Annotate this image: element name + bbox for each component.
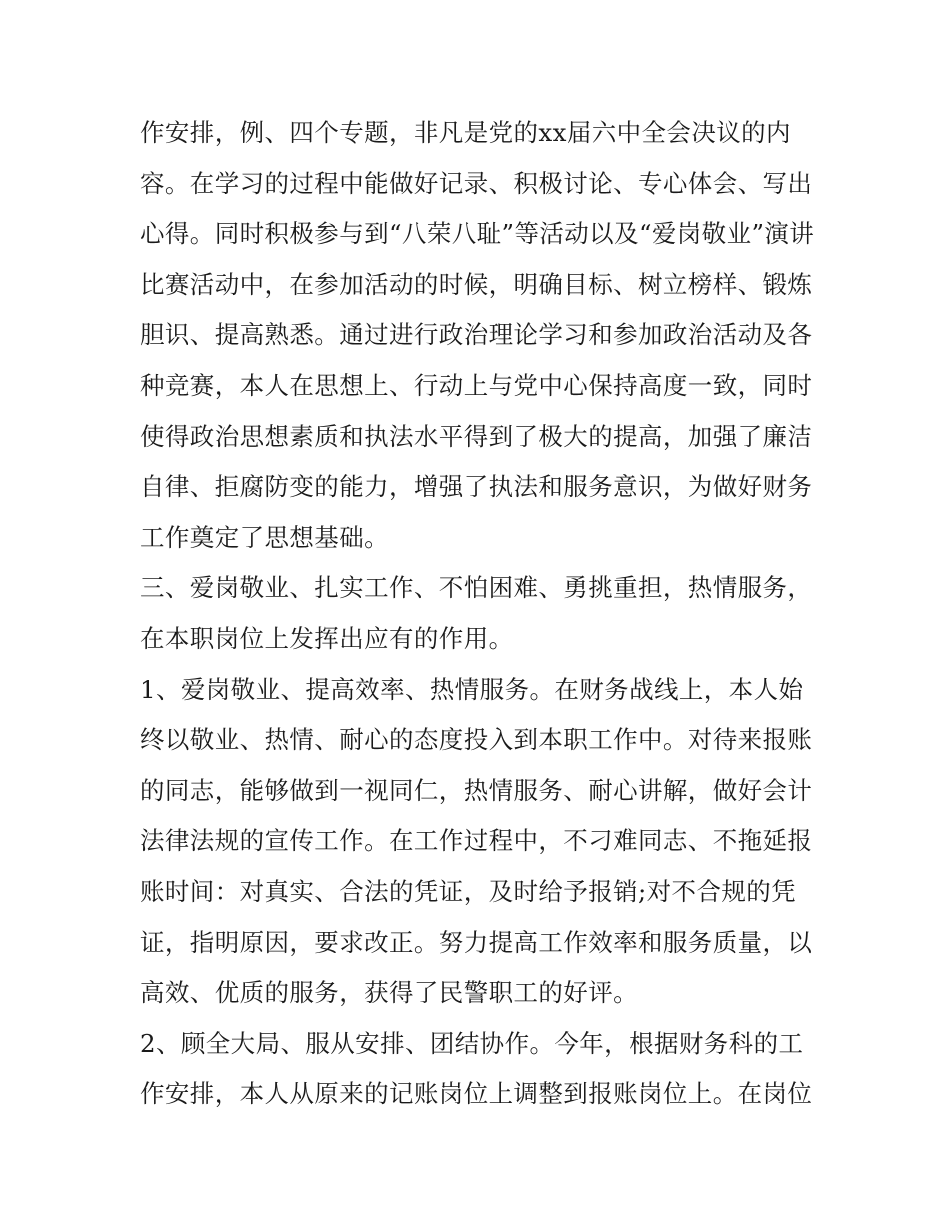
- text-line: 心得。同时积极参与到“八荣八耻”等活动以及“爱岗敬业”演讲: [140, 219, 815, 249]
- body-text: [140, 108, 820, 1120]
- text-line: 账时间：对真实、合法的凭证，及时给予报销;对不合规的凭: [140, 876, 797, 906]
- text-line: 的同志，能够做到一视同仁，热情服务、耐心讲解，做好会计: [140, 775, 813, 805]
- section-heading: 三、爱岗敬业、扎实工作、不怕困难、勇挑重担，热情服务，: [140, 573, 813, 603]
- text-line: 比赛活动中，在参加活动的时候，明确目标、树立榜样、锻炼: [140, 269, 813, 299]
- text-line: 工作奠定了思想基础。: [140, 522, 389, 552]
- text-line: 作安排，例、四个专题，非凡是党的xx届六中全会决议的内: [140, 118, 791, 147]
- text-line: 证，指明原因，要求改正。努力提高工作效率和服务质量，以: [140, 927, 813, 957]
- text-line: 终以敬业、热情、耐心的态度投入到本职工作中。对待来报账: [140, 725, 813, 755]
- text-line: 容。在学习的过程中能做好记录、积极讨论、专心体会、写出: [140, 168, 813, 198]
- text-line: 自律、拒腐防变的能力，增强了执法和服务意识，为做好财务: [140, 472, 813, 502]
- text-line: 2、顾全大局、服从安排、团结协作。今年，根据财务科的工: [140, 1028, 804, 1058]
- text-line: 1、爱岗敬业、提高效率、热情服务。在财务战线上，本人始: [140, 674, 804, 704]
- text-line: 法律法规的宣传工作。在工作过程中，不刁难同志、不拖延报: [140, 826, 813, 856]
- text-line: 高效、优质的服务，获得了民警职工的好评。: [140, 978, 638, 1008]
- text-line: 种竞赛，本人在思想上、行动上与党中心保持高度一致，同时: [140, 370, 813, 400]
- text-line: 使得政治思想素质和执法水平得到了极大的提高，加强了廉洁: [140, 421, 813, 451]
- text-line: 胆识、提高熟悉。通过进行政治理论学习和参加政治活动及各: [140, 320, 813, 350]
- text-line: 作安排，本人从原来的记账岗位上调整到报账岗位上。在岗位: [140, 1079, 813, 1109]
- section-heading: 在本职岗位上发挥出应有的作用。: [140, 623, 514, 653]
